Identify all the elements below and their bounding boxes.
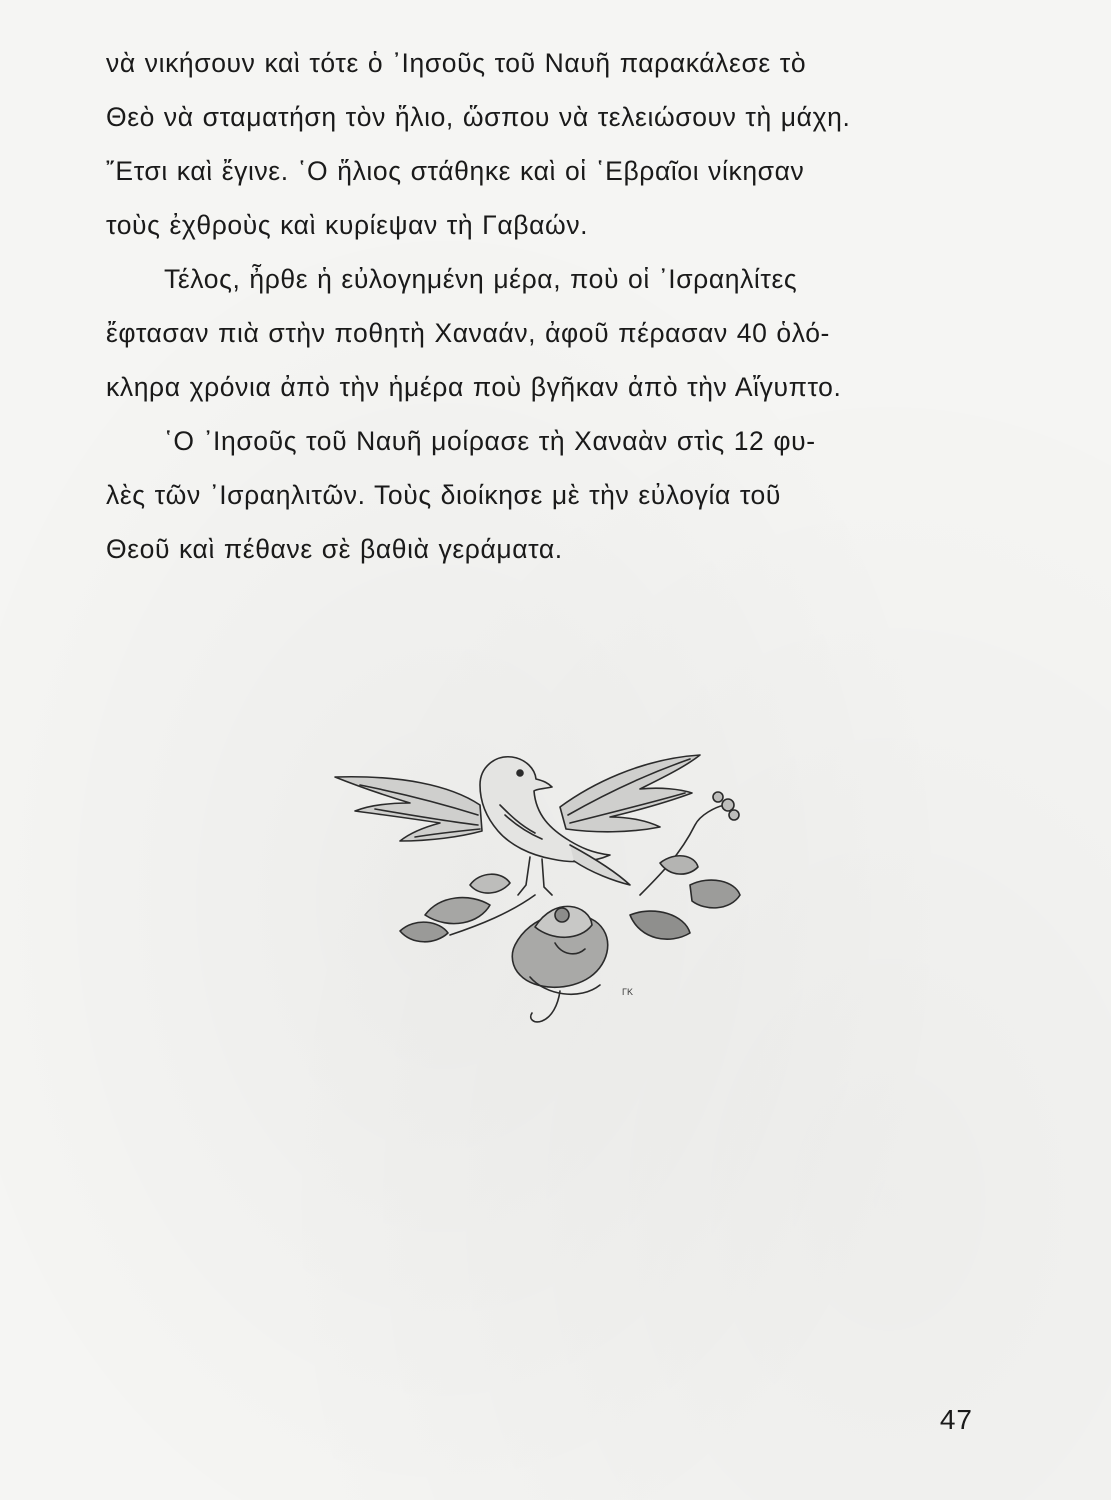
dove-on-flower-illustration [330, 745, 760, 1035]
text-line: κληρα χρόνια ἀπὸ τὴν ἡμέρα ποὺ βγῆκαν ἀπὸ τὴν Αἴγυπτο. [106, 372, 842, 402]
text-line: Τέλος, ἦρθε ἡ εὐλογημένη μέρα, ποὺ οἱ ᾿Ισραηλίτες [164, 264, 798, 294]
text-line: Θεοῦ καὶ πέθανε σὲ βαθιὰ γεράματα. [106, 534, 563, 564]
text-line: ῎Ετσι καὶ ἔγινε. ῾Ο ἥλιος στάθηκε καὶ οἱ ῾Εβραῖοι νίκησαν [106, 156, 805, 186]
text-line: ἔφτασαν πιὰ στὴν ποθητὴ Χαναάν, ἀφοῦ πέρασαν 40 ὁλό- [106, 318, 830, 348]
page-number: 47 [939, 1404, 973, 1435]
text-line: ῾Ο ᾿Ιησοῦς τοῦ Ναυῆ μοίρασε τὴ Χαναὰν στὶς 12 φυ- [164, 426, 816, 456]
paragraph-3 [106, 414, 966, 576]
text-line: λὲς τῶν ᾿Ισραηλιτῶν. Τοὺς διοίκησε μὲ τὴν εὐλογία τοῦ [106, 480, 781, 510]
text-line: νὰ νικήσουν καὶ τότε ὁ ᾿Ιησοῦς τοῦ Ναυῆ παρακάλεσε τὸ [106, 48, 807, 78]
paragraph-2 [106, 252, 966, 414]
text-line: τοὺς ἐχθροὺς καὶ κυρίεψαν τὴ Γαβαών. [106, 210, 589, 240]
body-text [106, 36, 966, 576]
illustration-signature: ΓΚ [622, 987, 633, 997]
paragraph-1 [106, 36, 966, 252]
text-line: Θεὸ νὰ σταματήση τὸν ἥλιο, ὥσπου νὰ τελειώσουν τὴ μάχη. [106, 102, 851, 132]
